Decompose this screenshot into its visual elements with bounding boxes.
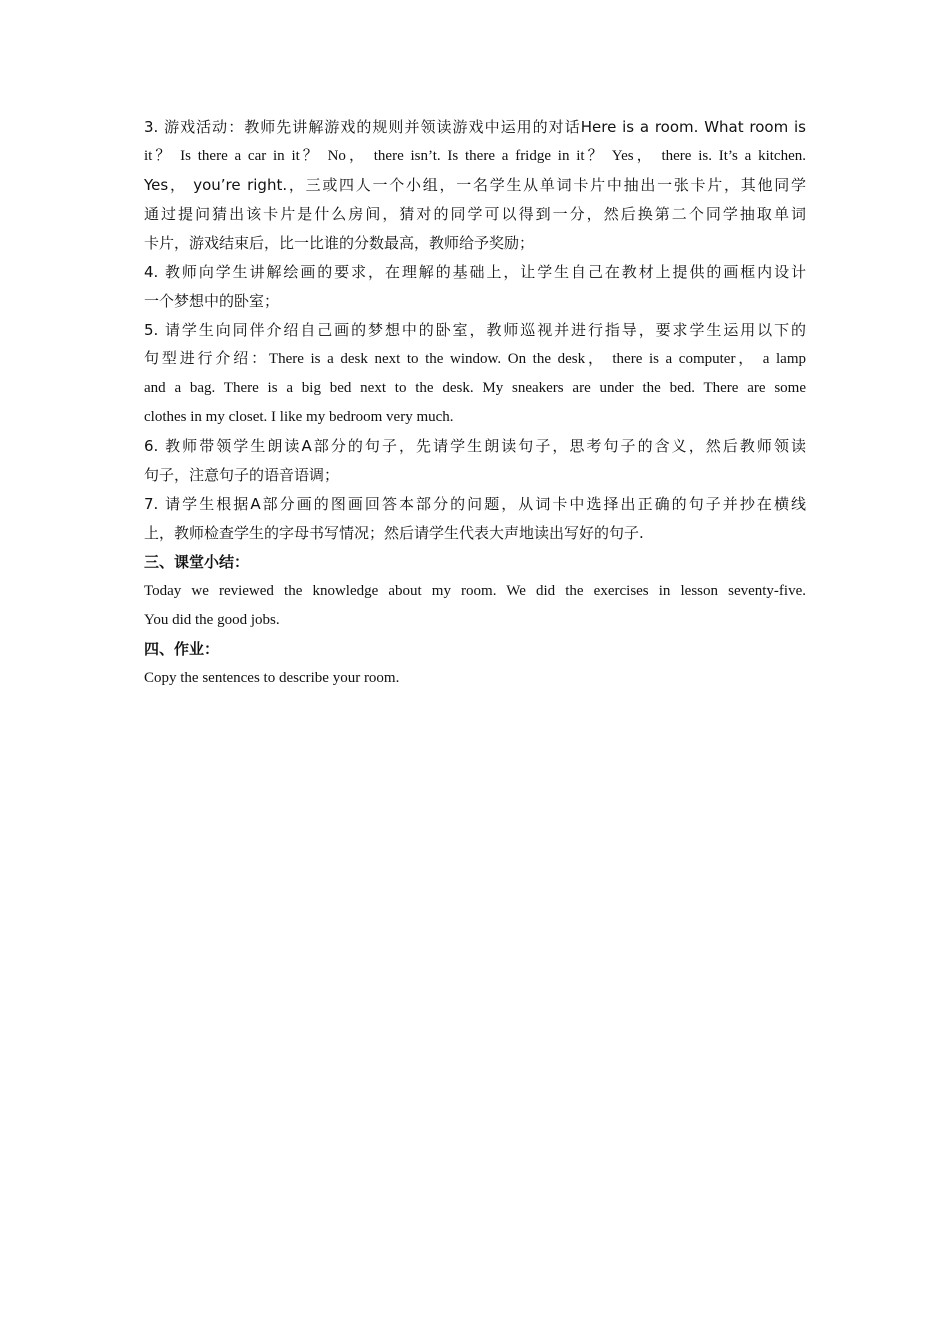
text-line: 句子，注意句子的语音语调；	[144, 466, 340, 484]
text-line: 一个梦想中的卧室；	[144, 292, 280, 310]
text-line: 句型进行介绍：There is a desk next to the window. On the desk， there is a computer， a lamp	[144, 351, 806, 367]
document-body	[144, 113, 806, 693]
step-6-paragraph	[144, 432, 806, 490]
text-line: Copy the sentences to describe your room.	[144, 670, 400, 686]
summary-section	[144, 548, 806, 635]
text-line: and a bag. There is a big bed next to the desk. My sneakers are under the bed. There are some	[144, 380, 806, 396]
text-line: You did the good jobs.	[144, 612, 280, 628]
text-line: it？ Is there a car in it？ No， there isn’t. Is there a fridge in it？ Yes， there is. It’s a kitchen.	[144, 148, 806, 164]
homework-heading: 四、作业：	[144, 640, 220, 658]
text-line: 4. 教师向学生讲解绘画的要求，在理解的基础上，让学生自己在教材上提供的画框内设计	[144, 263, 806, 281]
step-3-paragraph	[144, 113, 806, 258]
text-line: 6. 教师带领学生朗读A部分的句子，先请学生朗读句子，思考句子的含义，然后教师领读	[144, 437, 806, 455]
text-line: Yes， you’re right.，三或四人一个小组，一名学生从单词卡片中抽出一张卡片，其他同学	[144, 176, 806, 194]
text-line: 通过提问猜出该卡片是什么房间，猜对的同学可以得到一分，然后换第二个同学抽取单词	[144, 205, 806, 223]
homework-section	[144, 635, 806, 693]
step-4-paragraph	[144, 258, 806, 316]
text-line: Today we reviewed the knowledge about my room. We did the exercises in lesson seventy-five.	[144, 583, 806, 599]
text-line: 卡片，游戏结束后，比一比谁的分数最高，教师给予奖励；	[144, 234, 535, 252]
step-5-paragraph	[144, 316, 806, 432]
text-line: clothes in my closet. I like my bedroom very much.	[144, 409, 454, 425]
text-line: 3. 游戏活动：教师先讲解游戏的规则并领读游戏中运用的对话Here is a room. What room is	[144, 118, 806, 136]
step-7-paragraph	[144, 490, 806, 548]
text-line: 5. 请学生向同伴介绍自己画的梦想中的卧室，教师巡视并进行指导，要求学生运用以下的	[144, 321, 806, 339]
text-line: 上，教师检查学生的字母书写情况；然后请学生代表大声地读出写好的句子.	[144, 524, 644, 542]
text-line: 7. 请学生根据A部分画的图画回答本部分的问题，从词卡中选择出正确的句子并抄在横线	[144, 495, 806, 513]
summary-heading: 三、课堂小结：	[144, 553, 250, 571]
